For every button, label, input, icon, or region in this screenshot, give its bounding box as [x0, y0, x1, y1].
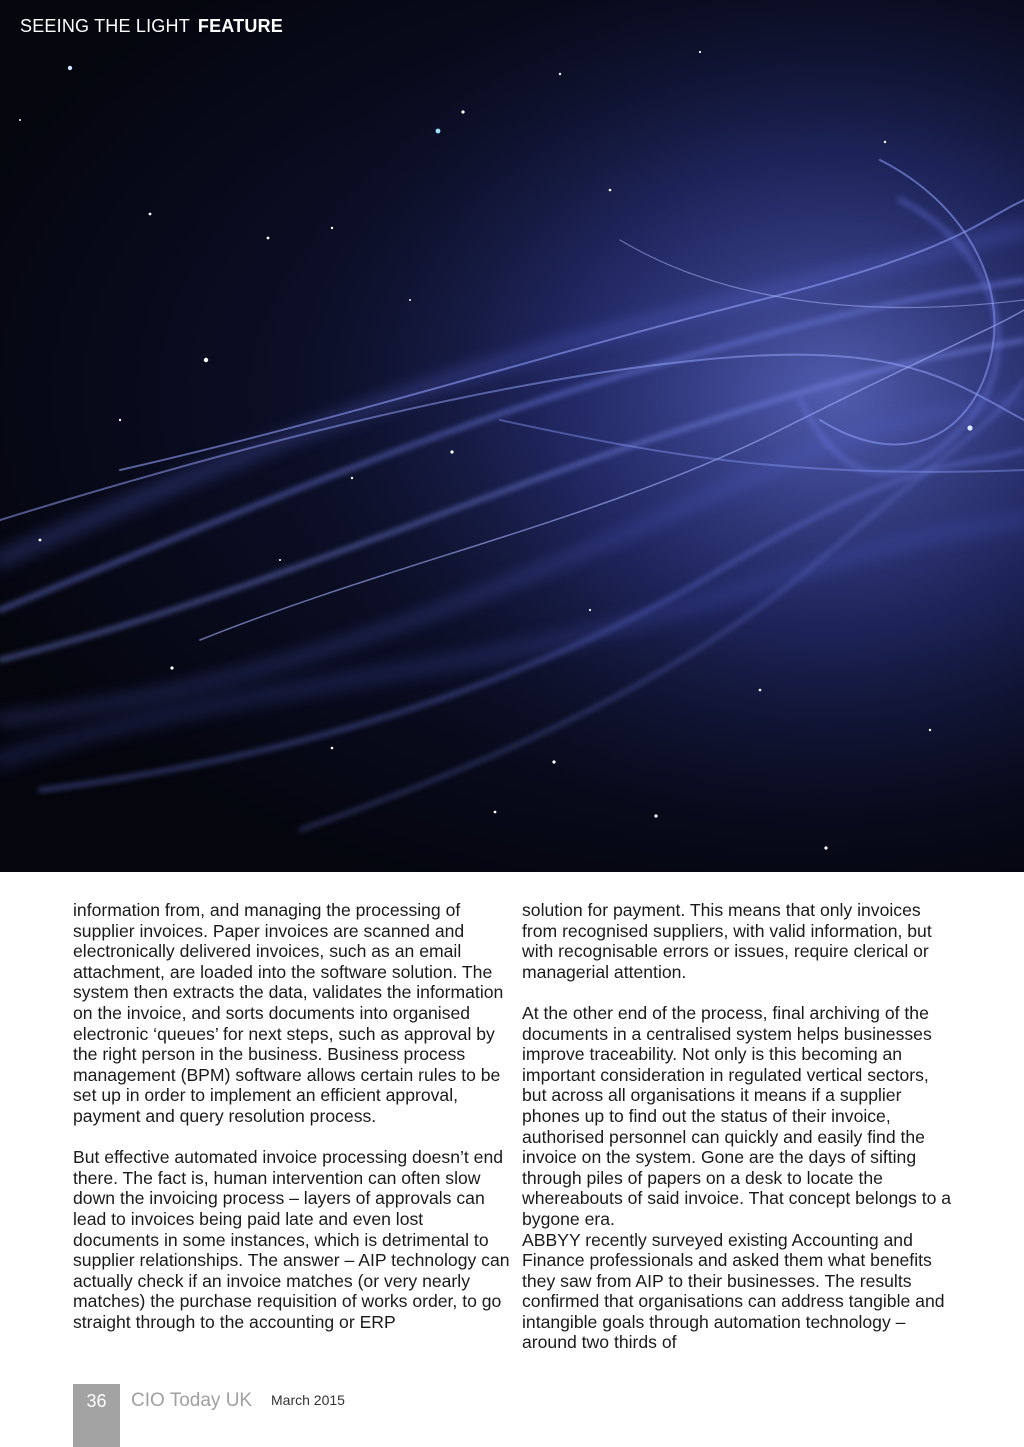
section-label — [20, 16, 283, 37]
article-paragraph: information from, and managing the processing of supplier invoices. Paper invoices are scanned and electronically delivered invoices, such as an email attachment, are loaded into the software solution. The system then extracts the data, validates the information on the invoice, and sorts documents into organised electronic ‘queues’ for next steps, such as approval by the right person in the business. Business process management (BPM) software allows certain rules to be set up in order to implement an efficient approval, payment and query resolution process. — [73, 900, 504, 1126]
page-number: 36 — [86, 1391, 107, 1411]
section-title: SEEING THE LIGHT — [20, 16, 190, 36]
article-paragraph: At the other end of the process, final archiving of the documents in a centralised system helps businesses improve traceability. Not only is this becoming an important consideration in regulated vertical sectors, but across all organisations it means if a supplier phones up to find out the status of their invoice, authorised personnel can quickly and easily find the invoice on the system. Gone are the days of sifting through piles of papers on a desk to locate the whereabouts of said invoice. That concept belongs to a bygone era. — [522, 1002, 952, 1229]
article-paragraph: But effective automated invoice processing doesn’t end there. The fact is, human intervention can often slow down the invoicing process – layers of approvals can lead to invoices being paid late and even lost documents in some instances, which is detrimental to supplier relationships. The answer – AIP technology can actually check if an invoice matches (or very nearly matches) the purchase requisition of works order, to go straight through to the accounting or ERP — [73, 1147, 510, 1332]
page-number-block — [73, 1384, 120, 1447]
article-paragraph: ABBYY recently surveyed existing Accounting and Finance professionals and asked them what benefits they saw from AIP to their businesses. The results confirmed that organisations can address tangible and intangible goals through automation technology – around two thirds of — [522, 1229, 945, 1353]
section-category: FEATURE — [197, 16, 283, 36]
article-paragraph: solution for payment. This means that only invoices from recognised suppliers, with valid information, but with recognisable errors or issues, require clerical or managerial attention. — [522, 900, 932, 982]
article-column-right — [522, 900, 952, 1353]
issue-date: March 2015 — [271, 1392, 345, 1408]
magazine-name: CIO Today UK — [131, 1390, 253, 1411]
article-column-left — [73, 900, 513, 1332]
